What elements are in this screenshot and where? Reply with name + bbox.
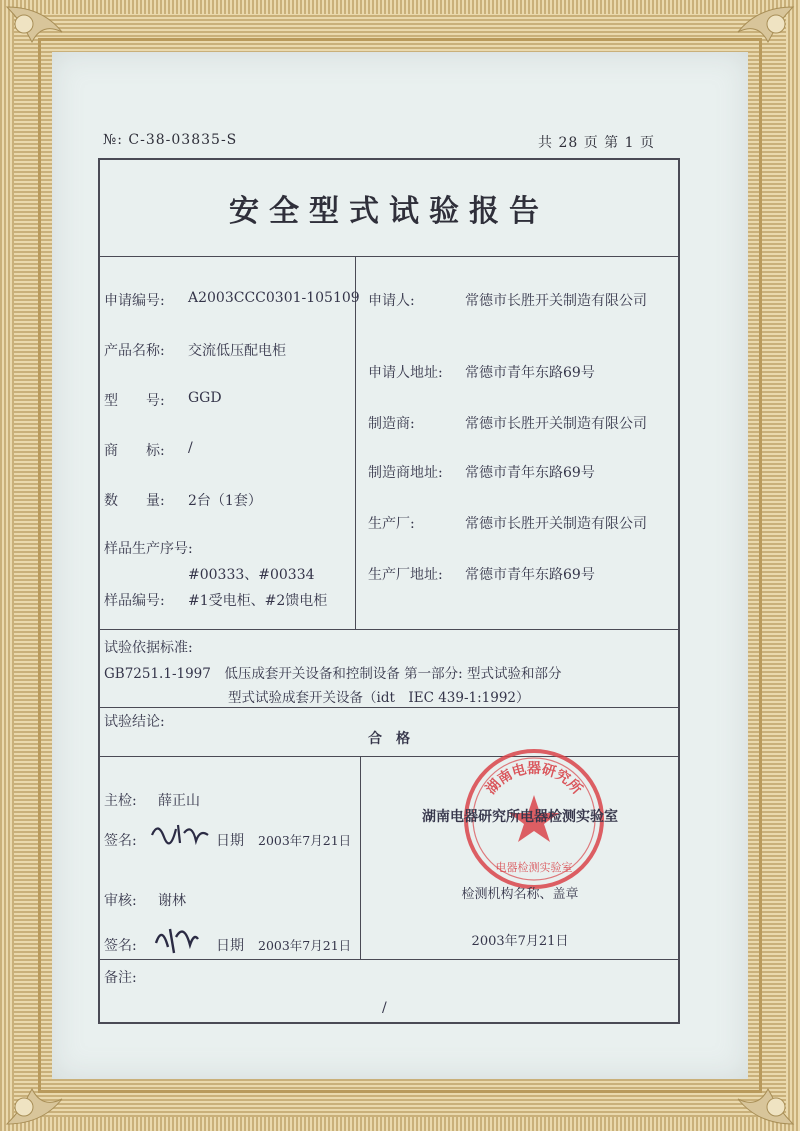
brand-label: 商 标: <box>104 443 165 459</box>
date2-label: 日期 <box>216 938 244 954</box>
divider <box>355 256 356 629</box>
remarks-value: / <box>382 1000 387 1016</box>
divider <box>98 959 680 960</box>
divider <box>98 256 680 257</box>
applicant-addr-value: 常德市青年东路69号 <box>465 365 595 381</box>
reviewer-value: 谢林 <box>158 893 186 909</box>
maker-addr-value: 常德市青年东路69号 <box>465 465 595 481</box>
applicant-label: 申请人: <box>368 293 415 309</box>
inspector-value: 薛正山 <box>158 793 200 809</box>
date2-value: 2003年7月21日 <box>258 938 352 953</box>
conclusion-value: 合 格 <box>368 731 410 747</box>
date1-label: 日期 <box>216 833 244 849</box>
divider <box>360 756 361 959</box>
maker-addr-label: 制造商地址: <box>368 465 443 481</box>
qty-value: 2台（1套） <box>188 493 262 509</box>
org-date: 2003年7月21日 <box>471 934 569 949</box>
maker-label: 制造商: <box>368 416 415 432</box>
reviewer-signature <box>150 917 202 957</box>
model-label: 型 号: <box>104 393 165 409</box>
inspector-label: 主检: <box>104 793 137 809</box>
remarks-label: 备注: <box>104 970 137 986</box>
applicant-addr-label: 申请人地址: <box>368 365 443 381</box>
reviewer-label: 审核: <box>104 893 137 909</box>
applicant-value: 常德市长胜开关制造有限公司 <box>465 293 647 309</box>
svg-text:电器检测实验室: 电器检测实验室 <box>495 861 573 874</box>
product-value: 交流低压配电柜 <box>188 343 286 359</box>
sign2-label: 签名: <box>104 938 137 954</box>
standard-label: 试验依据标准: <box>104 640 193 656</box>
factory-value: 常德市长胜开关制造有限公司 <box>465 516 647 532</box>
sign1-label: 签名: <box>104 833 137 849</box>
org-name: 湖南电器研究所电器检测实验室 <box>422 809 618 825</box>
app-no-value: A2003CCC0301-105109 <box>188 290 360 306</box>
app-no-label: 申请编号: <box>104 293 165 309</box>
report-number: №: C-38-03835-S <box>103 132 238 148</box>
divider <box>98 707 680 708</box>
qty-label: 数 量: <box>104 493 165 509</box>
standard-line-2: 型式试验成套开关设备（idt IEC 439-1:1992） <box>228 690 530 706</box>
date1-value: 2003年7月21日 <box>258 833 352 848</box>
product-label: 产品名称: <box>104 343 165 359</box>
brand-value: / <box>188 440 193 456</box>
report-title: 安全型式试验报告 <box>229 194 549 229</box>
factory-label: 生产厂: <box>368 516 415 532</box>
serial-label: 样品生产序号: <box>104 541 193 557</box>
page-count: 共 28 页 第 1 页 <box>538 135 655 151</box>
org-caption: 检测机构名称、盖章 <box>461 887 579 902</box>
conclusion-label: 试验结论: <box>104 714 165 730</box>
serial-value: #00333、#00334 <box>188 567 315 583</box>
standard-line-1: GB7251.1-1997 低压成套开关设备和控制设备 第一部分: 型式试验和部分 <box>104 666 562 682</box>
sample-label: 样品编号: <box>104 593 165 609</box>
sample-value: #1受电柜、#2馈电柜 <box>188 593 328 609</box>
svg-text:湖南电器研究所: 湖南电器研究所 <box>483 761 585 798</box>
maker-value: 常德市长胜开关制造有限公司 <box>465 416 647 432</box>
divider <box>98 629 680 630</box>
factory-addr-label: 生产厂地址: <box>368 567 443 583</box>
factory-addr-value: 常德市青年东路69号 <box>465 567 595 583</box>
model-value: GGD <box>188 390 222 406</box>
inspector-signature <box>148 815 210 849</box>
